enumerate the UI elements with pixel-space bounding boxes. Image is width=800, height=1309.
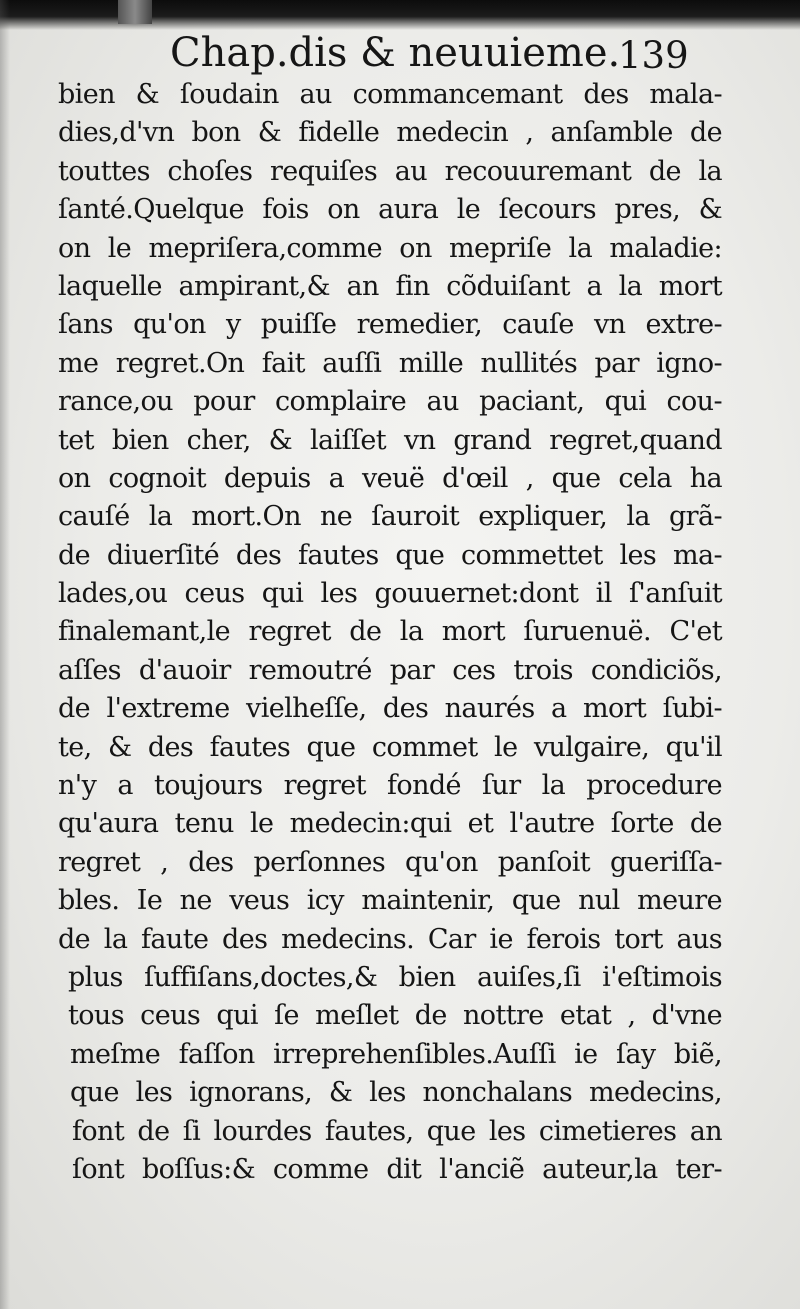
- text-line: on le mepriſera,comme on mepriſe la maladie:: [58, 232, 722, 264]
- text-line: on cognoit depuis a veuë d'œil , que cela ha: [58, 462, 722, 494]
- text-line: que les ignorans, & les nonchalans medecins,: [70, 1077, 722, 1109]
- text-line: de l'extreme vielheſſe, des naurés a mort ſubi-: [58, 693, 722, 725]
- text-line: regret , des perſonnes qu'on panſoit gueriſſa-: [58, 846, 722, 878]
- text-line: ſont boſſus:& comme dit l'anciẽ auteur,la ter-: [72, 1153, 722, 1185]
- text-line: ſans qu'on y puiſſe remedier, cauſe vn extre-: [58, 309, 722, 341]
- text-line: touttes choſes requiſes au recouuremant de la: [58, 155, 722, 187]
- text-line: rance,ou pour complaire au paciant, qui cou-: [58, 386, 722, 418]
- chapter-title: Chap.dis & neuuieme.: [170, 30, 621, 76]
- text-line: me regret.On fait auſſi mille nullités par igno-: [58, 347, 722, 379]
- text-line: te, & des fautes que commet le vulgaire, qu'il: [58, 731, 722, 763]
- text-line: cauſé la mort.On ne ſauroit expliquer, la grã-: [58, 501, 722, 533]
- text-line: lades,ou ceus qui les gouuernet:dont il ſ'anſuit: [58, 578, 722, 610]
- text-line: de la faute des medecins. Car ie ferois tort aus: [58, 923, 722, 955]
- page-top-shadow: [0, 0, 800, 30]
- text-line: ſanté.Quelque fois on aura le ſecours pres, &: [58, 194, 722, 226]
- text-line: tous ceus qui ſe meſlet de nottre etat , d'vne: [68, 1000, 722, 1032]
- text-line: font de ſi lourdes fautes, que les cimetieres an: [72, 1115, 722, 1147]
- text-line: finalemant,le regret de la mort ſuruenuë. C'et: [58, 616, 722, 648]
- text-line: plus ſuffiſans,doctes,& bien auiſes,ſi i'eſtimois: [68, 961, 722, 993]
- page-left-edge: [0, 0, 10, 1309]
- text-line: meſme faſſon irreprehenſibles.Auſſi ie ſay biẽ,: [70, 1038, 722, 1070]
- text-line: aſſes d'auoir remoutré par ces trois condiciõs,: [58, 654, 722, 686]
- text-line: de diuerſité des fautes que commettet les ma-: [58, 539, 722, 571]
- text-line: n'y a toujours regret fondé ſur la procedure: [58, 770, 722, 802]
- text-line: qu'aura tenu le medecin:qui et l'autre ſorte de: [58, 808, 722, 840]
- text-line: dies,d'vn bon & fidelle medecin , anſamble de: [58, 117, 722, 149]
- text-line: laquelle ampirant,& an fin cõduiſant a la mort: [58, 270, 722, 302]
- text-line: bien & ſoudain au commancemant des mala-: [58, 79, 722, 110]
- text-line: tet bien cher, & laiſſet vn grand regret,quand: [58, 424, 722, 456]
- binding-clip: [118, 0, 152, 24]
- body-text: [58, 76, 722, 1189]
- text-line: bles. Ie ne veus icy maintenir, que nul meure: [58, 885, 722, 917]
- page-number: 139: [618, 34, 689, 77]
